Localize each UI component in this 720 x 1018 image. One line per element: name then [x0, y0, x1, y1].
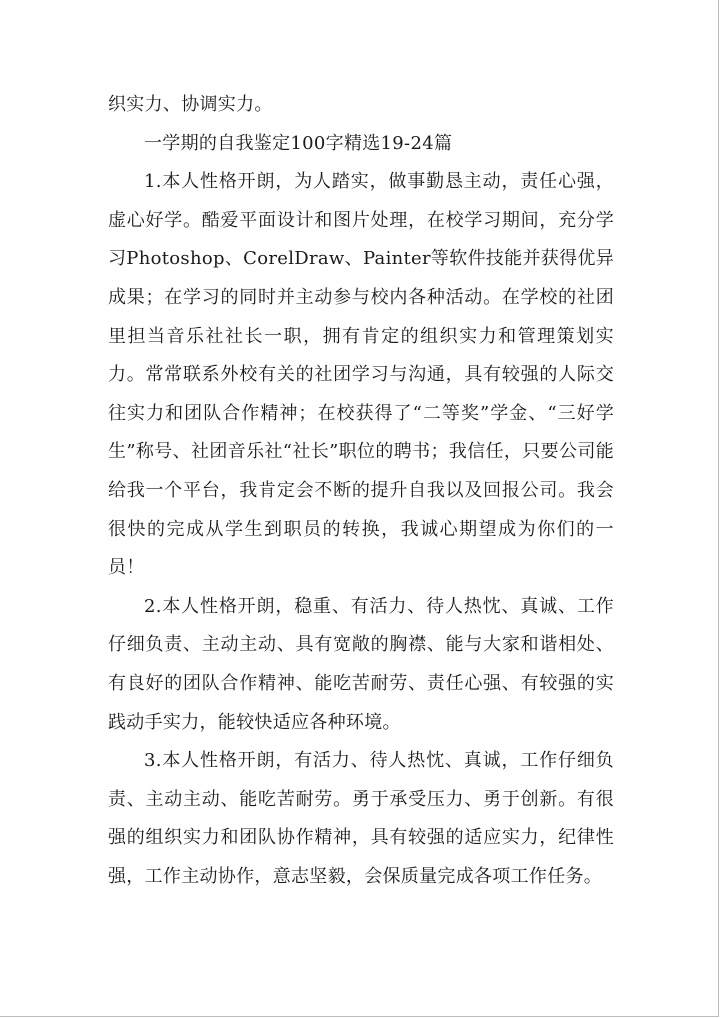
paragraph-item-2: 2.本人性格开朗，稳重、有活力、待人热忱、真诚、工作仔细负责、主动主动、具有宽敞的胸襟、能与大家和谐相处、有良好的团队合作精神、能吃苦耐劳、责任心强、有较强的实践动手实力，能较快适应各种环境。	[108, 595, 614, 733]
paragraph-item-1: 1.本人性格开朗，为人踏实，做事勤恳主动，责任心强，虚心好学。酷爱平面设计和图片处理，在校学习期间，充分学习Photoshop、CorelDraw、Painter等软件技能并获得优异成果；在学习的同时并主动参与校内各种活动。在学校的社团里担当音乐社社长一职，拥有肯定的组织实力和管理策划实力。常常联系外校有关的社团学习与沟通，具有较强的人际交往实力和团队合作精神；在校获得了“二等奖”学金、“三好学生”称号、社团音乐社“社长”职位的聘书；我信任，只要公司能给我一个平台，我肯定会不断的提升自我以及回报公司。我会很快的完成从学生到职员的转换，我诚心期望成为你们的一员！	[108, 171, 614, 579]
paragraph-continuation: 织实力、协调实力。	[108, 94, 273, 115]
document-body	[108, 86, 614, 896]
paragraph-item-3: 3.本人性格开朗，有活力、待人热忱、真诚，工作仔细负责、主动主动、能吃苦耐劳。勇于承受压力、勇于创新。有很强的组织实力和团队协作精神，具有较强的适应实力，纪律性强，工作主动协作，意志坚毅，会保质量完成各项工作任务。	[108, 750, 614, 887]
section-heading: 一学期的自我鉴定100字精选19-24篇	[144, 132, 453, 154]
